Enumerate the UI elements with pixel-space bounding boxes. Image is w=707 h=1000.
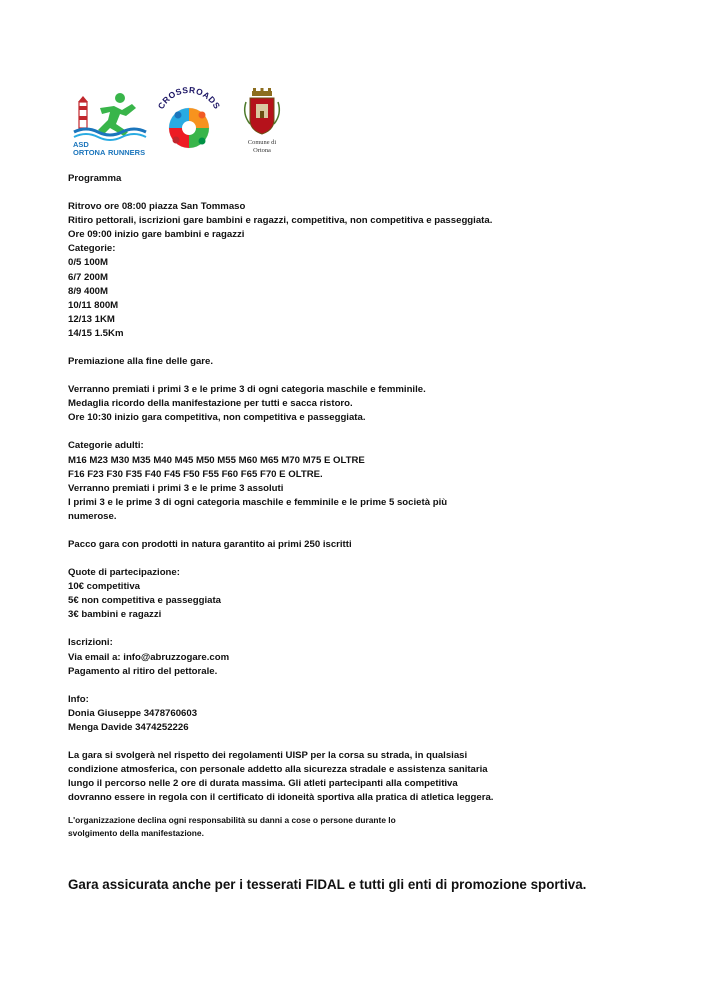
categories-label: Categorie:	[68, 243, 116, 255]
ritiro-line: Ritiro pettorali, iscrizioni gare bambini e ragazzi, competitiva, non competitiva e passeggiata.	[68, 215, 493, 227]
insurance-note: Gara assicurata anche per i tesserati FIDAL e tutti gli enti di promozione sportiva.	[68, 877, 587, 892]
registration-payment-line: Pagamento al ritiro del pettorale.	[68, 665, 218, 677]
disclaimer-line: L'organizzazione declina ogni responsabilità su danni a cose o persone durante lo	[68, 815, 396, 826]
fee-item: 5€ non competitiva e passeggiata	[68, 595, 222, 607]
category-item: 0/5 100M	[68, 257, 109, 269]
category-item: 14/15 1.5Km	[68, 327, 124, 339]
programme-heading: Programma	[68, 173, 122, 184]
ritrovo-line: Ritrovo ore 08:00 piazza San Tommaso	[68, 201, 246, 213]
category-awards-line: I primi 3 e le prime 3 di ogni categoria maschile e femminile e le prime 5 società più	[68, 496, 448, 508]
overall-awards-line: Verranno premiati i primi 3 e le prime 3 assoluti	[68, 482, 284, 494]
asd-logo-line1: ASD	[73, 140, 89, 149]
female-categories-line: F16 F23 F30 F35 F40 F45 F50 F55 F60 F65 F70 E OLTRE.	[68, 468, 323, 480]
awards-children-line: Verranno premiati i primi 3 e le prime 3 di ogni categoria maschile e femminile.	[68, 384, 426, 396]
main-race-start-line: Ore 10:30 inizio gara competitiva, non competitiva e passeggiata.	[68, 412, 366, 424]
race-pack-line: Pacco gara con prodotti in natura garantito ai primi 250 iscritti	[68, 538, 352, 550]
asd-logo-line3: RUNNERS	[108, 148, 146, 157]
rules-line: dovranno essere in regola con il certificato di idoneità sportiva alla pratica di atletica leggera.	[68, 792, 494, 804]
category-item: 10/11 800M	[68, 299, 119, 311]
crossroads-logo	[154, 82, 224, 158]
category-item: 8/9 400M	[68, 285, 109, 297]
logo-strip	[70, 82, 390, 162]
fee-item: 3€ bambini e ragazzi	[68, 609, 162, 621]
info-contact: Donia Giuseppe 3478760603	[68, 707, 198, 719]
svg-text:CROSSROADS	[156, 85, 223, 111]
programme-document	[68, 172, 668, 840]
comune-crest-line1: Comune di	[247, 139, 277, 146]
category-awards-line-cont: numerose.	[68, 510, 117, 522]
registration-label: Iscrizioni:	[68, 637, 113, 649]
info-label: Info:	[68, 693, 89, 705]
crossroads-logo-text: CROSSROADS	[155, 84, 223, 111]
fee-item: 10€ competitiva	[68, 581, 140, 593]
rules-line: La gara si svolgerà nel rispetto dei regolamenti UISP per la corsa su strada, in qualsiasi	[68, 750, 468, 761]
registration-email-line: Via email a: info@abruzzogare.com	[68, 651, 230, 663]
medal-line: Medaglia ricordo della manifestazione per tutti e sacca ristoro.	[68, 398, 353, 410]
rules-line: lungo il percorso nelle 2 ore di durata massima. Gli atleti partecipanti alla competitiva	[68, 778, 458, 790]
comune-di-ortona-crest	[232, 88, 292, 154]
children-start-line: Ore 09:00 inizio gare bambini e ragazzi	[68, 229, 245, 241]
category-item: 12/13 1KM	[68, 313, 115, 325]
comune-crest-line2: Ortona	[253, 147, 271, 154]
fees-label: Quote di partecipazione:	[68, 567, 180, 579]
awards-line: Premiazione alla fine delle gare.	[68, 356, 214, 368]
adult-categories-label: Categorie adulti:	[68, 440, 144, 452]
asd-logo-line2: ORTONA	[73, 148, 106, 157]
rules-line: condizione atmosferica, con personale addetto alla sicurezza stradale e assistenza sanitaria	[68, 764, 488, 776]
info-contact: Menga Davide 3474252226	[68, 721, 189, 733]
category-item: 6/7 200M	[68, 271, 109, 283]
asd-ortona-runners-logo	[70, 88, 154, 158]
male-categories-line: M16 M23 M30 M35 M40 M45 M50 M55 M60 M65 M70 M75 E OLTRE	[68, 454, 365, 466]
disclaimer-line: svolgimento della manifestazione.	[68, 827, 204, 838]
